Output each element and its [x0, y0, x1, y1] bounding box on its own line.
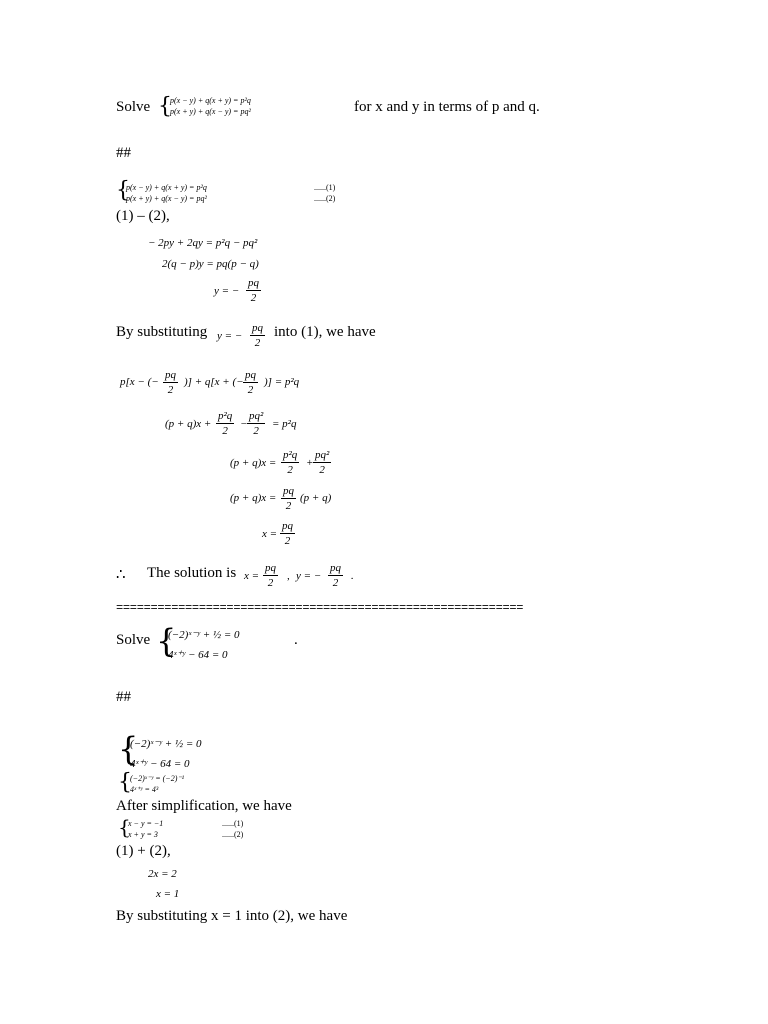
fraction: $\frac{pq}{2}$ — [248, 277, 259, 304]
left-brace: { — [118, 815, 131, 839]
equation-tag: ......(2) — [222, 830, 244, 839]
equation-tag: ......(1) — [222, 819, 244, 828]
equation-line: 2(q − p)y = pq(p − q) — [162, 258, 259, 270]
equation-tag: ......(1) — [314, 183, 336, 192]
fraction: $\frac{pq}{2}$ — [330, 562, 341, 589]
fraction: $\frac{pq}{2}$ — [252, 322, 263, 349]
substitution-text: By substituting x = 1 into (2), we have — [116, 908, 348, 924]
fraction: $\frac{pq}{2}$ — [283, 485, 294, 512]
equation-tag: ......(2) — [314, 194, 336, 203]
fraction: $\frac{pq}{2}$ — [165, 369, 176, 396]
left-brace: { — [158, 94, 172, 119]
equation-line: − 2py + 2qy = p²q − pq² — [148, 237, 258, 249]
equation-line: x = 1 — [156, 888, 180, 900]
left-brace: { — [118, 770, 132, 795]
fraction: $\frac{pq}{2}$ — [265, 562, 276, 589]
left-brace: { — [116, 178, 130, 203]
period: . — [294, 632, 298, 648]
section-marker: ## — [116, 689, 131, 705]
equation-line: 4ˣ⁺ʸ − 64 = 0 — [130, 758, 190, 770]
fraction: $\frac{\text{p²q}}{2}$ — [283, 449, 298, 476]
equation-line: x = — [244, 570, 260, 582]
equation-line: p[x − (− — [120, 376, 159, 388]
substitution-text: By substituting — [116, 324, 208, 340]
equation-line: )] + q[x + (− — [184, 376, 244, 388]
equation-line: , — [287, 570, 290, 582]
solution-text: The solution is — [147, 565, 237, 581]
equation-line: 4ˣ⁺ʸ − 64 = 0 — [168, 649, 228, 661]
equation-line: 2x = 2 — [148, 868, 177, 880]
fraction: $\frac{pq}{2}$ — [245, 369, 256, 396]
fraction: $\frac{\text{pq²}}{2}$ — [249, 410, 264, 437]
equation-line: = p²q — [272, 418, 297, 430]
equation-line: p(x + y) + q(x − y) = pq² — [170, 107, 251, 116]
substitution-text: into (1), we have — [274, 324, 376, 340]
equation-line: y = − — [217, 330, 243, 342]
simplification-text: After simplification, we have — [116, 798, 292, 814]
equation-line: 4ˣ⁺ʸ = 4³ — [130, 785, 159, 794]
left-brace: { — [156, 622, 177, 660]
fraction: $\frac{pq}{2}$ — [282, 520, 293, 547]
equation-line: (p + q) — [300, 492, 332, 504]
separator-line: =========================================================== — [116, 601, 524, 615]
equation-line: p(x − y) + q(x + y) = p²q — [126, 183, 207, 192]
step-label: (1) – (2), — [116, 208, 170, 224]
solve-label-1: Solve — [116, 99, 151, 115]
solve-label-2: Solve — [116, 632, 151, 648]
equation-line: (−2)ˣ⁻ʸ + ½ = 0 — [168, 629, 240, 641]
equation-line: (p + q)x = — [230, 492, 277, 504]
section-marker: ## — [116, 145, 131, 161]
step-label: (1) + (2), — [116, 843, 171, 859]
equation-line: − — [240, 418, 248, 430]
equation-line: (p + q)x = — [230, 457, 277, 469]
therefore-symbol: ∴ — [116, 567, 126, 583]
equation-line: x + y = 3 — [128, 830, 158, 839]
equation-line: (−2)ˣ⁻ʸ = (−2)⁻¹ — [130, 774, 184, 783]
equation-line: (−2)ˣ⁻ʸ + ½ = 0 — [130, 738, 202, 750]
equation-line: )] = p²q — [264, 376, 300, 388]
fraction: $\frac{\text{pq²}}{2}$ — [315, 449, 330, 476]
equation-line: x = — [262, 528, 278, 540]
equation-line: + — [306, 457, 314, 469]
fraction: $\frac{\text{p²q}}{2}$ — [218, 410, 233, 437]
equation-line: . — [351, 570, 354, 582]
equation-line: y = − — [296, 570, 322, 582]
equation-line: y = − — [214, 285, 240, 297]
equation-line: p(x − y) + q(x + y) = p²q — [170, 96, 251, 105]
problem-statement: for x and y in terms of p and q. — [354, 99, 540, 115]
left-brace: { — [118, 730, 139, 768]
equation-line: x − y = −1 — [128, 819, 164, 828]
equation-line: (p + q)x + — [165, 418, 212, 430]
equation-line: p(x + y) + q(x − y) = pq² — [126, 194, 207, 203]
